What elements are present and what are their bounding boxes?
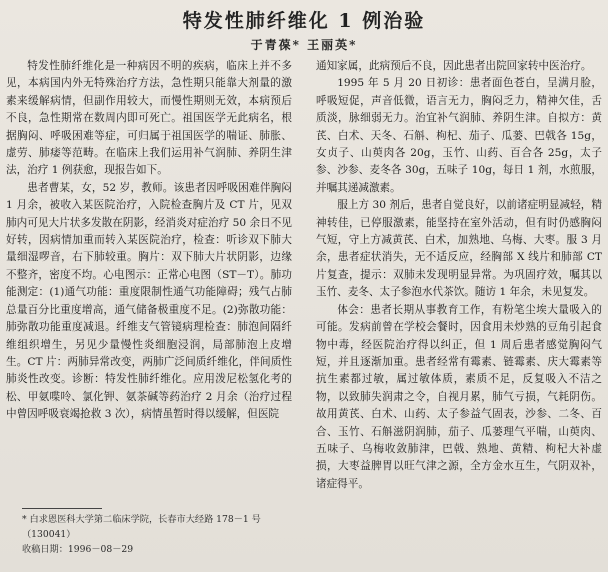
intro-paragraph: 特发性肺纤维化是一种病因不明的疾病，临床上并不多见，本病国内外无特殊治疗方法，急性期只能靠大剂量的激素来缓解病情，但副作用较大，而慢性期则无效，本病预后不良，急性期常在数周内即可死亡。祖国医学无此病名，根据胸闷、呼吸困难等症，可归属于祖国医学的喘证、肺胀、虚劳、肺痿等范畴。在临床上我们运用补气润肺、养阴生津法，治疗 1 例获愈，现报告如下。	[6, 60, 292, 177]
footnote-divider	[22, 508, 102, 509]
follow-up-paragraph: 服上方 30 剂后，患者自觉良好，以前诸症明显减轻，精神转佳，已停服激素，能坚持在室外活动，但有时仍感胸闷气短，守上方减黄芪、白术，加熟地、乌梅、大枣。服 3 月余，患者症状消失，无不适反应，经胸部 X 线片和肺部 CT 片复查，提示：双肺未发现明显异常。为巩固疗效，嘱其以玉竹、麦冬、太子参泡水代茶饮。随访 1 年余，未见复发。	[316, 199, 602, 299]
article-authors: 于青葆* 王丽英*	[250, 38, 358, 52]
left-column	[6, 58, 292, 424]
first-visit-paragraph: 1995 年 5 月 20 日初诊：患者面色苍白，呈满月脸，呼吸短促，声音低微，语言无力，胸闷乏力，精神欠佳，舌质淡，脉细弱无力。治宜补气润肺、养阴生津。自拟方：黄芪、白术、天冬、石斛、枸杞、茄子、瓜蒌、巴戟各 15g，女贞子、山萸肉各 20g，玉竹、山药、百合各 25g，太子参、沙参、麦冬各 30g，五味子 10g，每日 1 剂，水煎服，并嘱其递减激素。	[316, 77, 602, 194]
article-title: 特发性肺纤维化 1 例治验	[182, 10, 426, 32]
case-history-paragraph: 患者曹某，女，52 岁，教师。该患者因呼吸困难伴胸闷 1 月余，被收入某医院治疗，入院检查胸片及 CT 片，见双肺内可见大片状多发散在阴影，经消炎对症治疗 50 余日不见好转，因病情加重而转入某医院治疗，检查：听诊双下肺大量细湿啰音，右下肺较重。胸片：双下肺大片状阴影，边缘不整齐，密度不均。心电图示：正常心电图（ST－T）。肺功能测定：(1)通气功能：重度限制性通气功能障碍；残气占肺总量百分比重度增高，通气储备极重度不足。(2)弥散功能：肺弥散功能重度减退。纤维支气管镜病理检查：肺泡间隔纤维组织增生，另见少量慢性炎细胞浸润，局部肺泡上皮增生。CT 片：两肺异常改变，两肺广泛间质纤维化，伴间质性肺炎性改变。诊断：特发性肺纤维化。应用泼尼松氢化考的松、甲氨喋呤、氯化钾、氨茶碱等药治疗 2 月余（治疗过程中曾因呼吸衰竭抢救 3 次），病情虽暂时得以缓解，但医院	[6, 181, 292, 421]
continuation-paragraph: 通知家属，此病预后不良，因此患者出院回家转中医治疗。	[316, 60, 592, 72]
received-date: 收稿日期：1996－08－29	[22, 544, 134, 555]
right-column	[316, 58, 602, 493]
footnote	[22, 512, 292, 557]
author-affiliation: * 白求恩医科大学第二临床学院，长春市大经路 178－1 号（130041）	[22, 514, 261, 540]
discussion-paragraph: 体会：患者长期从事教育工作，有粉笔尘埃大量吸入的可能。发病前曾在学校会餐时，因食用未炒熟的豆角引起食物中毒，经医院治疗得以纠正，但 1 周后患者感觉胸闷气短，并且逐渐加重。患者经常有霉素、链霉素、庆大霉素等抗生素都过敏，属过敏体质，素质不足，反复吸入不洁之物，以致肺失润肃之令，自视月累，肺气亏损，气耗阴伤。故用黄芪、白术、山药、太子参益气固表，沙参、二冬、百合、玉竹、石斛滋阴润肺，茄子、瓜蒌理气平喘，山萸肉、五味子、乌梅收敛肺津，巴戟、熟地、黄精、枸杞大补虚损，大枣益脾胃以旺气津之源，全方金水互生，气阴双补，诸症得平。	[316, 303, 602, 490]
